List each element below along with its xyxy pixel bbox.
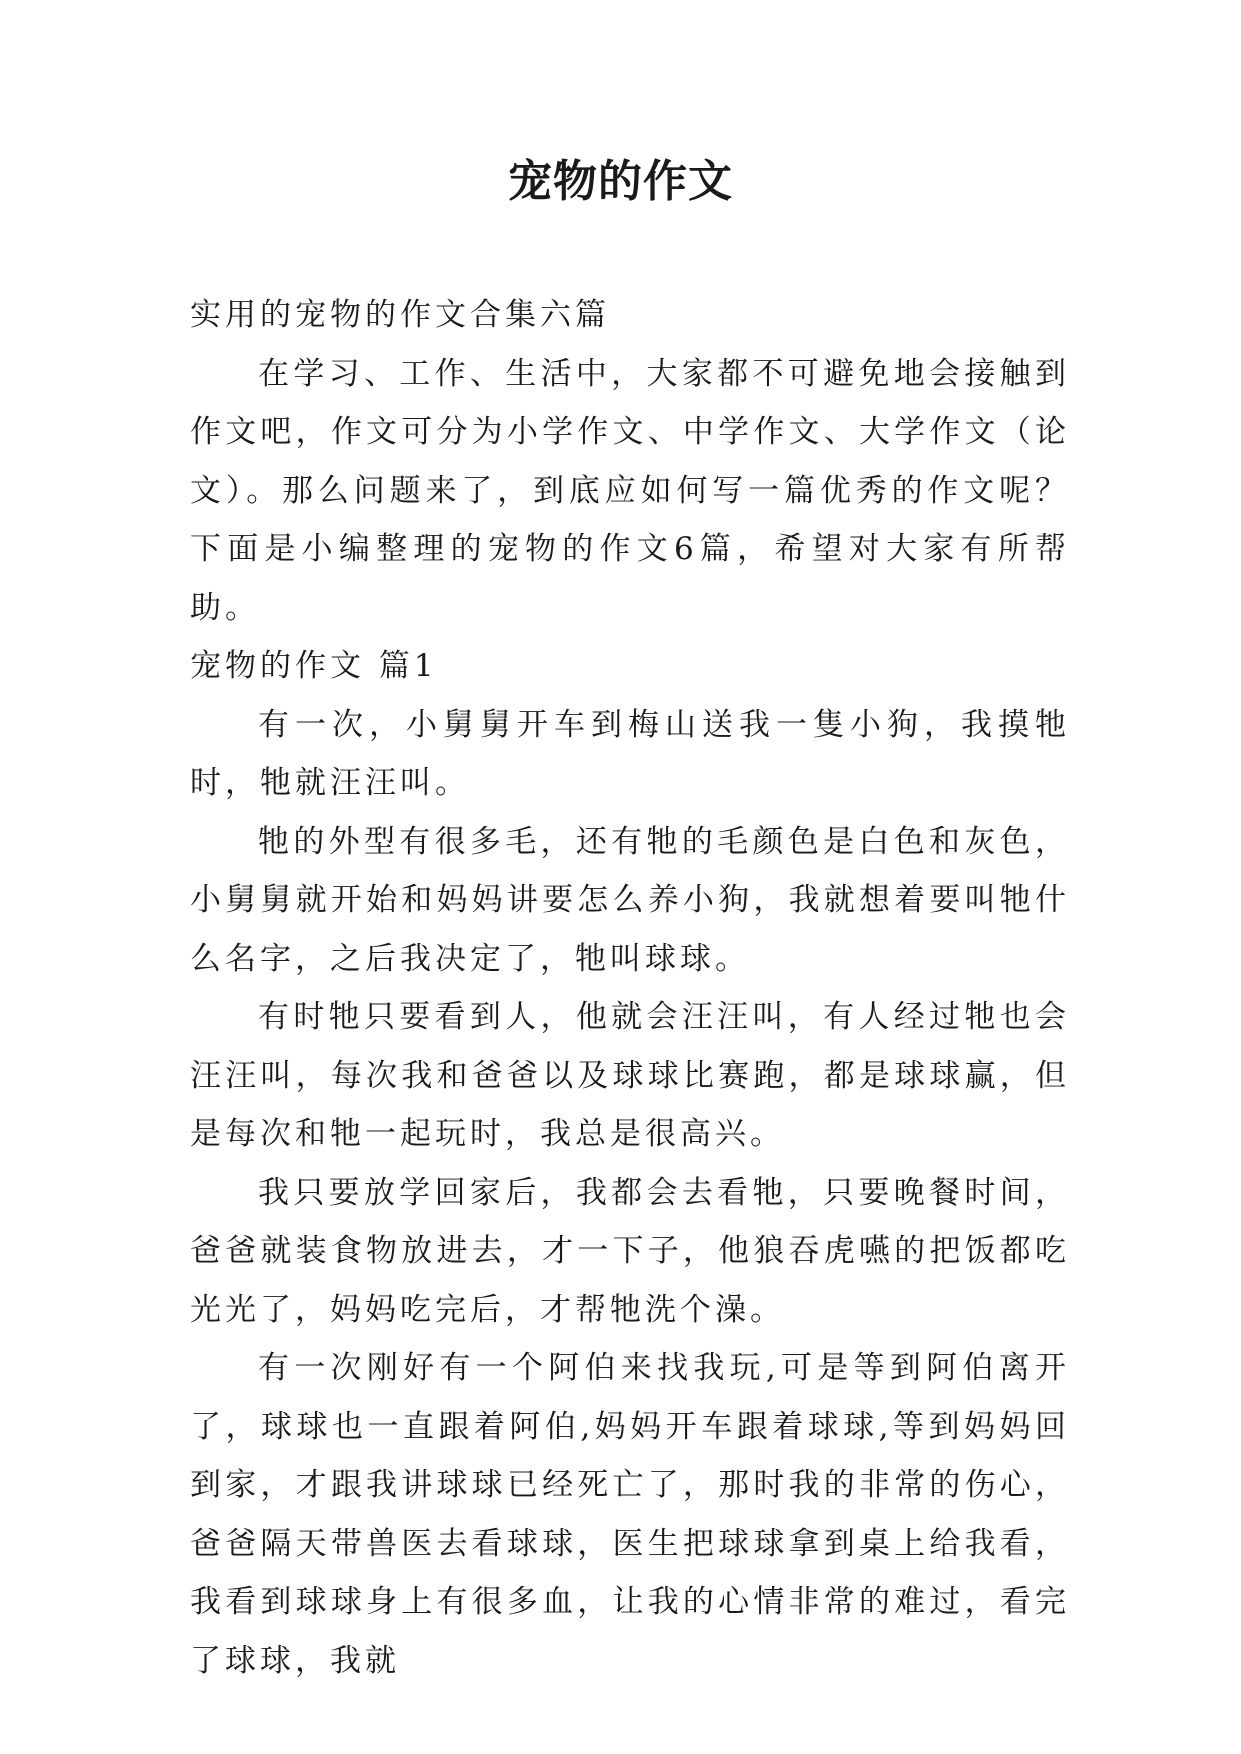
body-paragraph: 有时牠只要看到人，他就会汪汪叫，有人经过牠也会汪汪叫，每次我和爸爸以及球球比赛跑，都是球球赢，但是每次和牠一起玩时，我总是很高兴。 [190, 999, 1070, 1152]
body-paragraph: 有一次，小舅舅开车到梅山送我一隻小狗，我摸牠时，牠就汪汪叫。 [190, 706, 1070, 801]
document-body [190, 286, 1070, 1690]
intro-paragraph: 在学习、工作、生活中，大家都不可避免地会接触到作文吧，作文可分为小学作文、中学作文、大学作文（论文）。那么问题来了，到底应如何写一篇优秀的作文呢？下面是小编整理的宠物的作文6篇，希望对大家有所帮助。 [190, 355, 1070, 626]
document-title: 宠物的作文 [508, 156, 733, 207]
body-paragraph: 牠的外型有很多毛，还有牠的毛颜色是白色和灰色，小舅舅就开始和妈妈讲要怎么养小狗，我就想着要叫牠什么名字，之后我决定了，牠叫球球。 [190, 823, 1070, 977]
intro-heading: 实用的宠物的作文合集六篇 [190, 297, 610, 333]
body-paragraph: 我只要放学回家后，我都会去看牠，只要晚餐时间，爸爸就装食物放进去，才一下子，他狼吞虎嚥的把饭都吃光光了，妈妈吃完后，才帮牠洗个澡。 [190, 1174, 1070, 1328]
body-paragraph: 有一次刚好有一个阿伯来找我玩,可是等到阿伯离开了，球球也一直跟着阿伯,妈妈开车跟着球球,等到妈妈回到家，才跟我讲球球已经死亡了，那时我的非常的伤心，爸爸隔天带兽医去看球球，医生把球球拿到桌上给我看，我看到球球身上有很多血，让我的心情非常的难过，看完了球球，我就 [190, 1350, 1070, 1679]
section-heading: 宠物的作文 篇1 [190, 648, 438, 684]
